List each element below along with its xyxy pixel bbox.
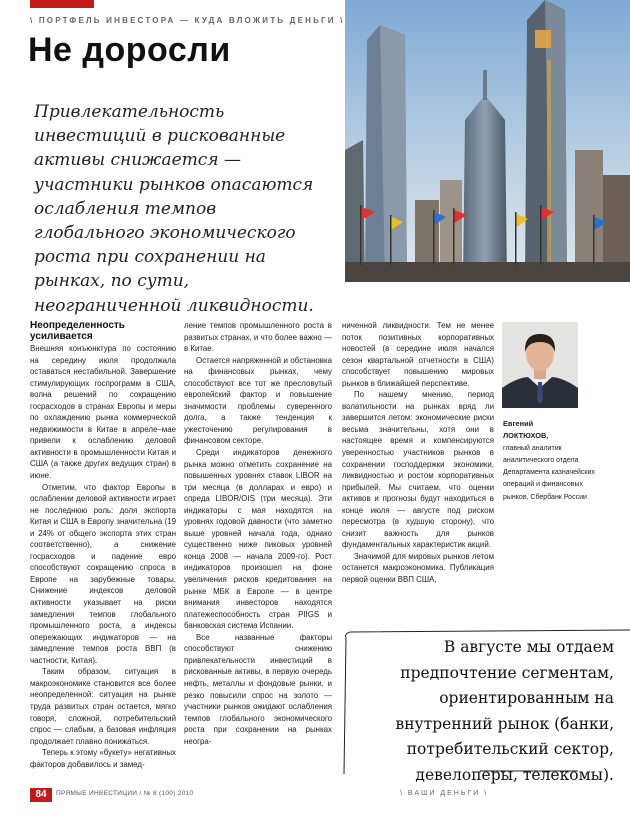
author-credit	[503, 418, 603, 504]
page-title: Не доросли	[28, 31, 231, 69]
paragraph: Таким образом, ситуация в макроэкономике становится все более неопределенной: ситуация на рынке труда развитых стран остается, мягко говоря, сложной, потребительский спрос — слабым, а базовая инфляция продолжает плавно понижаться.	[30, 667, 176, 746]
section-color-tab	[30, 0, 94, 8]
author-title: главный аналитик аналитического отдела Департамента казначейских операций и финансовых рынков, Сбербанк России	[503, 444, 595, 501]
article-column-2	[184, 320, 332, 747]
rubric: \ ПОРТФЕЛЬ ИНВЕСТОРА — КУДА ВЛОЖИТЬ ДЕНЬГИ \	[30, 16, 345, 25]
page-number: 84	[30, 788, 52, 802]
paragraph: Остается напряженной и обстановка на финансовых рынках, чему способствуют все тот же пресловутый европейский фактор и повышение значимости проблемы суверенного долга, а также тенденция к ужесточению регулирования в финансовом секторе.	[184, 355, 332, 446]
paragraph: Все названные факторы способствуют снижению привлекательности инвестиций в рискованные активы, в первую очередь нефть, металлы и фондовые рынки, и резко повысили спрос на золото — участники рынков ожидают ослабления темпов глобального экономического роста при сохранении на рынках неогра-	[184, 632, 332, 746]
pullquote-box	[340, 628, 630, 784]
pullquote-text: В августе мы отдаем предпочтение сегментам, ориентированным на внутренний рынок (банки, потребительский сектор, девелоперы, телекомы).	[395, 638, 614, 784]
section-name: \ ВАШИ ДЕНЬГИ \	[400, 790, 489, 797]
lead-paragraph: Привлекательность инвестиций в рискованные активы снижается — участники рынков опасаются ослабления темпов глобального экономического роста при сохранении на рынках, по сути, неограниченной ликвидности.	[34, 102, 314, 316]
paragraph: Значимой для мировых рынков летом останется макроэкономика. Публикация первой оценки ВВП США,	[342, 551, 494, 585]
article-column-1	[30, 320, 176, 770]
paragraph: Теперь к этому «букету» негативных факторов добавилось и замед-	[30, 748, 176, 769]
article-column-3	[342, 320, 494, 586]
paragraph: Внешняя конъюнктура по состоянию на середину июля продолжала оставаться нестабильной. Завершение стимулирующих госпрограмм в США, волна решений по сокращению госрасходов в странах Европы и меры по охлаждению рынка коммерческой недвижимости в Китае в апреле–мае привели к ослаблению деловой активности в промышленности Китая и США (а также других ведущих стран) в июне.	[30, 344, 176, 481]
paragraph: ниченной ликвидности. Тем не менее поток позитивных корпоративных новостей (в середине июля начался сезон квартальной отчетности в США) способствует повышению мировых рынков в ближайшей перспективе.	[342, 321, 494, 388]
paragraph: Среди индикаторов денежного рынка можно отметить сохранение на повышенных уровнях ставок LIBOR на три месяца (в долларах и евро) и спреда LIBOR/OIS (три месяца). Эти индикаторы с мая находятся на уровнях годовой давности (что заметно выше уровней начала года, однако существенно ниже пиковых уровней конца 2008 — начала 2009-го). Рост индикаторов произошел на фоне увеличения рисков кредитования на рынке МБК в Европе — в центре внимания инвесторов находятся платежеспособность стран PIIGS и банковская система Испании.	[184, 448, 332, 631]
paragraph: По нашему мнению, период волатильности на рынках вряд ли завершится летом: экономические риски весьма значительны, хотя они в настоящее время и компенсируются уверенностью участников рынков в сохранении господдержки экономики, ликвидностью и ростом корпоративных прибылей. Мы считаем, что оценки активов и прогнозы будут находиться в конце июля — августе под риском пересмотра (в худшую сторону), что снизит важность для рынков фундаментальных характеристик акций.	[342, 390, 494, 550]
author-portrait	[502, 322, 578, 408]
skyline-photo	[345, 0, 630, 282]
author-last-name: ЛОКТЮХОВ,	[503, 431, 549, 441]
paragraph: ление темпов промышленного роста в развитых странах, и что более важно — в Китае.	[184, 321, 332, 354]
author-first-name: Евгений	[503, 419, 534, 428]
paragraph: Отметим, что фактор Европы в ослаблении деловой активности играет не последнюю роль: доля экспорта Китая и США в Европу значительна (19 и 24% от общего экспорта этих стран соответственно), а снижение госрасходов и падение евро способствуют сокращению спроса в Европе на зарубежные товары. Снижение индексов деловой активности указывает на риски замедления темпов глобального промышленного роста, а индексы опережающих индикаторов — на замедление темпов роста ВВП (в частности, Китая).	[30, 482, 176, 665]
magazine-issue: ПРЯМЫЕ ИНВЕСТИЦИИ / № 8 (100) 2010	[56, 790, 194, 797]
subheading: Неопределенность усиливается	[30, 320, 125, 342]
